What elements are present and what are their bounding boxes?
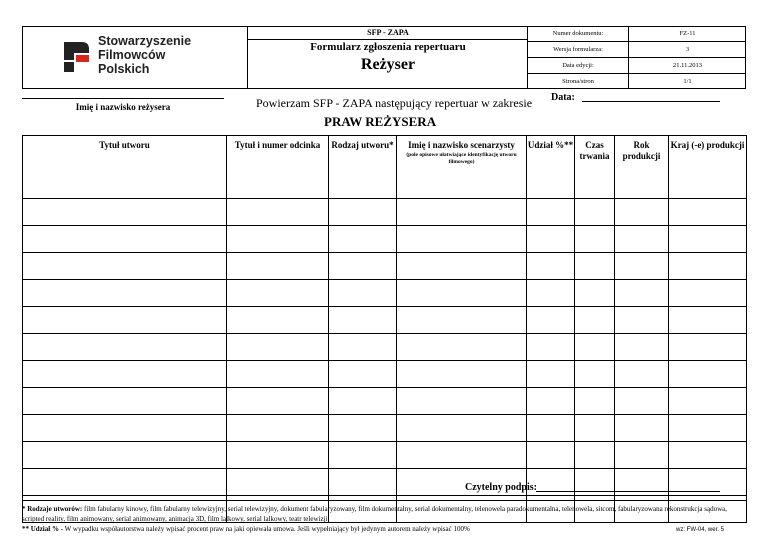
table-row	[23, 307, 747, 334]
table-cell[interactable]	[397, 388, 527, 415]
table-cell[interactable]	[575, 199, 615, 226]
repertoire-table	[22, 135, 747, 523]
meta-row-pages	[528, 74, 746, 89]
table-cell[interactable]	[527, 280, 575, 307]
form-title: Formularz zgłoszenia repertuaru	[310, 41, 466, 53]
table-cell[interactable]	[329, 469, 397, 496]
table-cell[interactable]	[329, 253, 397, 280]
table-cell[interactable]	[527, 442, 575, 469]
director-name-label: Imię i nazwisko reżysera	[75, 102, 171, 112]
meta-row-edit-date	[528, 58, 746, 74]
table-cell[interactable]	[575, 415, 615, 442]
table-cell[interactable]	[329, 280, 397, 307]
table-cell[interactable]	[669, 307, 747, 334]
table-cell[interactable]	[227, 199, 329, 226]
table-cell[interactable]	[615, 307, 669, 334]
date-label: Data:	[551, 92, 575, 103]
table-cell[interactable]	[23, 253, 227, 280]
meta-value: 1/1	[683, 78, 692, 85]
table-cell[interactable]	[397, 226, 527, 253]
table-cell[interactable]	[669, 388, 747, 415]
table-cell[interactable]	[527, 334, 575, 361]
table-cell[interactable]	[669, 280, 747, 307]
table-cell[interactable]	[227, 469, 329, 496]
meta-label: Data edycji:	[528, 58, 629, 73]
table-cell[interactable]	[23, 334, 227, 361]
table-cell[interactable]	[575, 388, 615, 415]
table-header-row	[23, 136, 747, 199]
table-cell[interactable]	[575, 226, 615, 253]
table-cell[interactable]	[397, 442, 527, 469]
column-header-country: Kraj (-e) produkcji	[669, 136, 747, 199]
footnote-work-types: * Rodzaje utworów: film fabularny kinowy, film fabularny telewizyjny, serial telewizyjny, dokument fabularyzowany, film dokumentalny, serial dokumentalny, telenowela paradokumentalna, telenowela, sitcom, fabularyzowana rekonstrukcja sądowa, scripted reality, film animowany, serial animowany, animacja 3D, film lalkowy, serial lalkowy, teatr telewizji	[22, 505, 728, 523]
meta-label: Strona/stron	[528, 74, 629, 89]
table-cell[interactable]	[227, 253, 329, 280]
entrust-text: Powierzam SFP - ZAPA następujący repertuar w zakresie	[256, 96, 533, 110]
meta-row-form-version	[528, 42, 746, 58]
table-cell[interactable]	[527, 199, 575, 226]
column-header-year: Rok produkcji	[615, 136, 669, 199]
table-cell[interactable]	[329, 415, 397, 442]
table-cell[interactable]	[227, 388, 329, 415]
column-header-episode: Tytuł i numer odcinka	[227, 136, 329, 199]
table-cell[interactable]	[329, 334, 397, 361]
table-cell[interactable]	[527, 226, 575, 253]
table-cell[interactable]	[227, 280, 329, 307]
logo-text	[98, 34, 191, 76]
table-row	[23, 388, 747, 415]
table-cell[interactable]	[527, 253, 575, 280]
table-cell[interactable]	[23, 415, 227, 442]
table-cell[interactable]	[669, 415, 747, 442]
table-row	[23, 199, 747, 226]
meta-label: Numer dokumentu:	[528, 26, 629, 41]
sfp-logo-icon	[62, 39, 90, 75]
table-cell[interactable]	[23, 469, 227, 496]
meta-value: FZ-11	[679, 30, 696, 37]
table-cell[interactable]	[397, 361, 527, 388]
footnote-share: ** Udział % - W wypadku współautorstwa należy wpisać procent praw na jaki opiewała umowa. Jeśli wypełniający był jedynym autorem należy wpisać 100%	[22, 525, 470, 533]
table-cell[interactable]	[397, 280, 527, 307]
table-cell[interactable]	[329, 307, 397, 334]
table-cell[interactable]	[23, 280, 227, 307]
table-cell[interactable]	[329, 388, 397, 415]
table-row	[23, 226, 747, 253]
table-cell[interactable]	[527, 388, 575, 415]
table-cell[interactable]	[615, 442, 669, 469]
meta-value: 3	[685, 46, 690, 53]
logo-line-2: Filmowców	[98, 48, 166, 62]
meta-label: Wersja formularza:	[528, 42, 629, 57]
table-row	[23, 253, 747, 280]
table-cell[interactable]	[669, 253, 747, 280]
table-cell[interactable]	[23, 361, 227, 388]
table-cell[interactable]	[23, 199, 227, 226]
table-cell[interactable]	[329, 361, 397, 388]
table-cell[interactable]	[615, 361, 669, 388]
column-header-duration: Czas trwania	[575, 136, 615, 199]
table-row	[23, 361, 747, 388]
form-role: Reżyser	[360, 56, 416, 73]
table-cell[interactable]	[575, 334, 615, 361]
table-cell[interactable]	[23, 226, 227, 253]
table-cell[interactable]	[397, 307, 527, 334]
table-cell[interactable]	[669, 442, 747, 469]
column-header-share: Udział %**	[527, 136, 575, 199]
footnotes	[22, 500, 746, 534]
table-cell[interactable]	[227, 361, 329, 388]
table-row	[23, 442, 747, 469]
table-cell[interactable]	[615, 388, 669, 415]
table-cell[interactable]	[615, 334, 669, 361]
table-row	[23, 415, 747, 442]
logo-line-1: Stowarzyszenie	[98, 34, 192, 48]
table-cell[interactable]	[527, 415, 575, 442]
table-cell[interactable]	[615, 280, 669, 307]
table-cell[interactable]	[397, 253, 527, 280]
table-cell[interactable]	[227, 226, 329, 253]
table-cell[interactable]	[329, 199, 397, 226]
table-cell[interactable]	[227, 307, 329, 334]
signature-label: Czytelny podpis:	[465, 482, 537, 493]
org-name: SFP - ZAPA	[248, 26, 528, 40]
table-cell[interactable]	[397, 199, 527, 226]
table-cell[interactable]	[227, 334, 329, 361]
screenwriter-hint: (pole opisowe ułatwiające identyfikację utworu filmowego)	[406, 152, 517, 165]
table-body	[23, 199, 747, 523]
column-header-screenwriter: Imię i nazwisko scenarzysty (pole opisowe ułatwiające identyfikację utworu filmowego)	[397, 136, 527, 199]
table-cell[interactable]	[615, 253, 669, 280]
form-version: wz: FW-04, wer. 5	[676, 527, 724, 533]
table-cell[interactable]	[227, 442, 329, 469]
meta-value: 21.11.2013	[672, 62, 702, 69]
logo-line-3: Polskich	[98, 62, 150, 76]
meta-row-doc-number	[528, 26, 746, 42]
table-cell[interactable]	[329, 442, 397, 469]
table-cell[interactable]	[23, 388, 227, 415]
table-cell[interactable]	[329, 226, 397, 253]
table-row	[23, 280, 747, 307]
document-meta	[528, 26, 746, 89]
table-cell[interactable]	[615, 226, 669, 253]
table-cell[interactable]	[669, 226, 747, 253]
table-cell[interactable]	[527, 361, 575, 388]
table-cell[interactable]	[527, 307, 575, 334]
column-header-title: Tytuł utworu	[23, 136, 227, 199]
column-header-type: Rodzaj utworu*	[329, 136, 397, 199]
table-cell[interactable]	[615, 415, 669, 442]
rights-heading: PRAW REŻYSERA	[324, 114, 437, 129]
table-cell[interactable]	[669, 361, 747, 388]
table-cell[interactable]	[615, 199, 669, 226]
table-row	[23, 334, 747, 361]
table-cell[interactable]	[575, 307, 615, 334]
signature-field[interactable]	[536, 491, 720, 492]
table-cell[interactable]	[575, 361, 615, 388]
table-cell[interactable]	[575, 253, 615, 280]
table-cell[interactable]	[23, 307, 227, 334]
table-cell[interactable]	[397, 415, 527, 442]
table-cell[interactable]	[669, 334, 747, 361]
table-cell[interactable]	[397, 334, 527, 361]
director-name-field[interactable]	[22, 98, 224, 99]
table-cell[interactable]	[575, 280, 615, 307]
table-cell[interactable]	[23, 442, 227, 469]
table-cell[interactable]	[669, 199, 747, 226]
date-field[interactable]	[582, 101, 720, 102]
table-cell[interactable]	[575, 442, 615, 469]
table-cell[interactable]	[227, 415, 329, 442]
